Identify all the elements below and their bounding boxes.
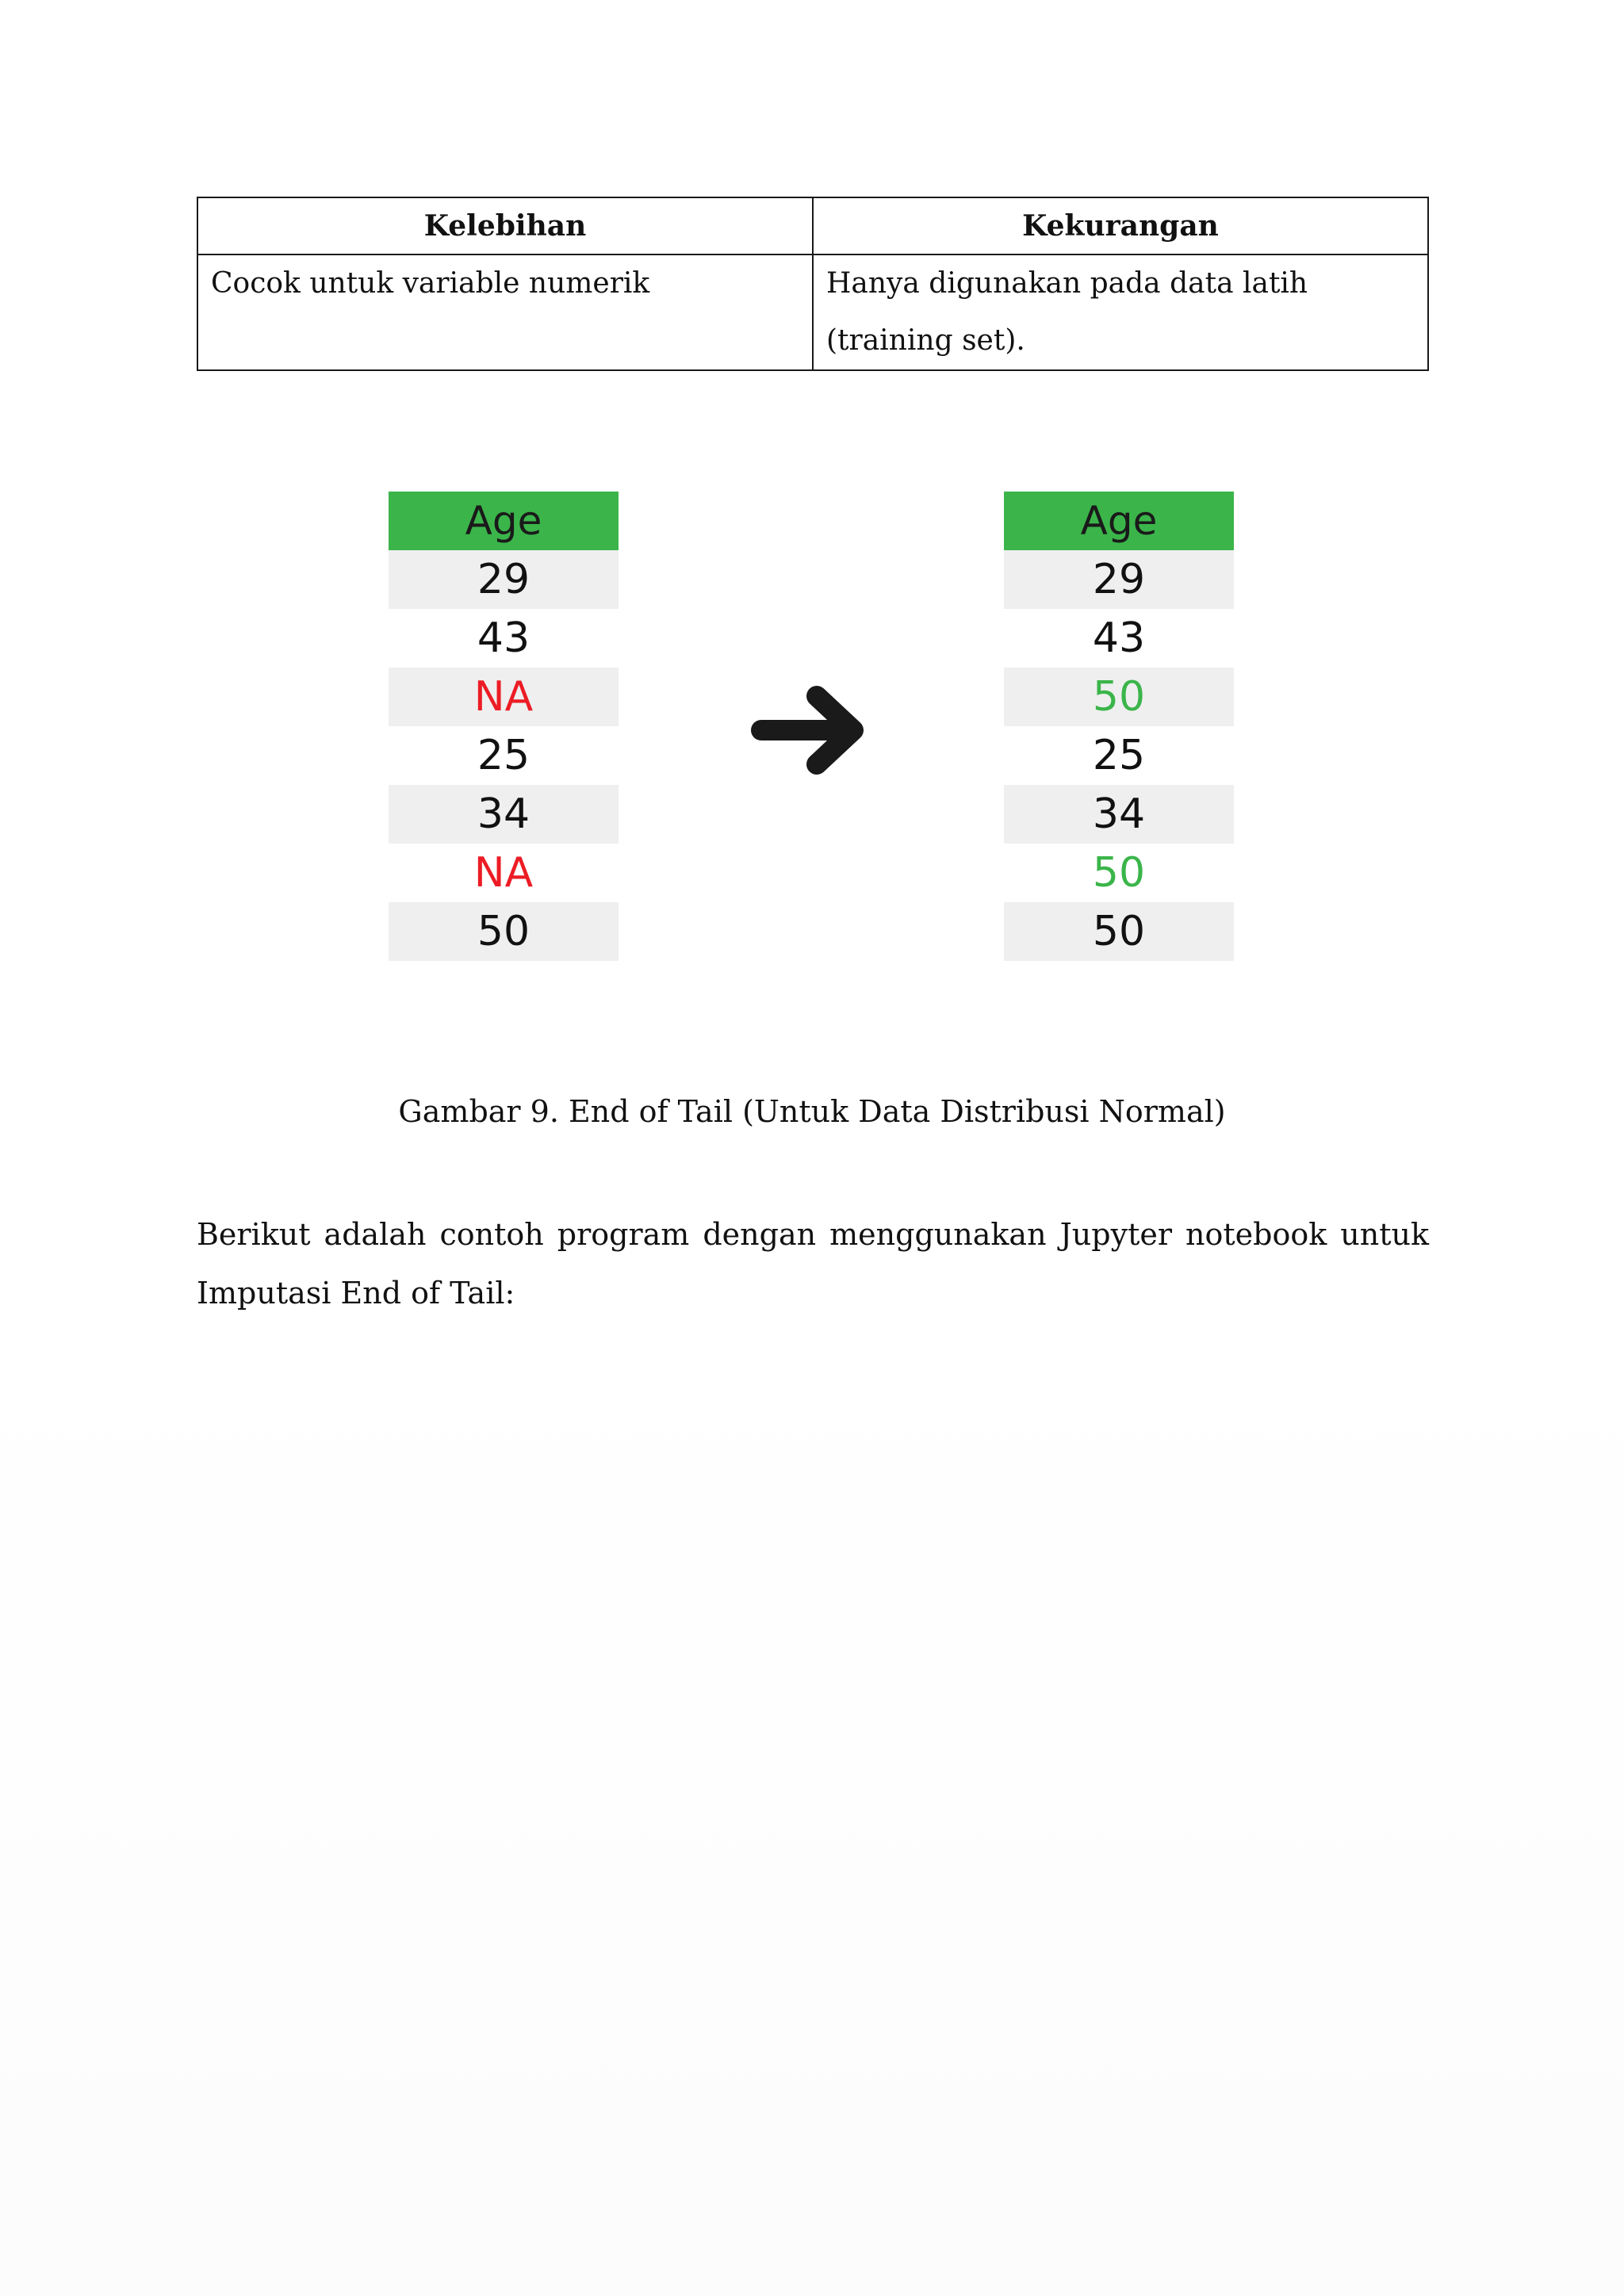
age-column-after	[1004, 492, 1234, 961]
age-value: 43	[1092, 614, 1146, 662]
age-value-missing: NA	[389, 668, 619, 726]
pros-cons-table	[197, 197, 1429, 371]
table-row	[197, 254, 1428, 370]
page-background	[0, 1308, 1624, 2296]
table-header-row	[197, 197, 1428, 254]
age-value: 29	[1004, 550, 1234, 609]
age-header-after: Age	[1004, 492, 1234, 550]
cell-kelebihan: Cocok untuk variable numerik	[197, 254, 813, 370]
age-header-before: Age	[389, 492, 619, 550]
age-value: 50	[389, 902, 619, 961]
body-paragraph: Berikut adalah contoh program dengan menggunakan Jupyter notebook untuk Imputasi End of Tail:	[197, 1217, 1429, 1311]
header-kelebihan: Kelebihan	[197, 197, 813, 254]
age-value: 43	[477, 614, 530, 662]
figure-caption: Gambar 9. End of Tail (Untuk Data Distribusi Normal)	[398, 1094, 1226, 1129]
age-value: 29	[389, 550, 619, 609]
age-value: 50	[1004, 902, 1234, 961]
age-value-imputed: 50	[1004, 668, 1234, 726]
cell-kekurangan: Hanya digunakan pada data latih (training set).	[813, 254, 1428, 370]
age-column-before	[389, 492, 619, 961]
age-value: 25	[477, 732, 530, 779]
header-kekurangan: Kekurangan	[813, 197, 1428, 254]
figure-end-of-tail	[0, 492, 1624, 967]
age-value: 34	[389, 785, 619, 844]
age-value-imputed: 50	[1092, 849, 1146, 897]
age-value-missing: NA	[473, 849, 534, 897]
age-value: 34	[1004, 785, 1234, 844]
age-value: 25	[1092, 732, 1146, 779]
right-arrow-icon	[750, 679, 871, 782]
